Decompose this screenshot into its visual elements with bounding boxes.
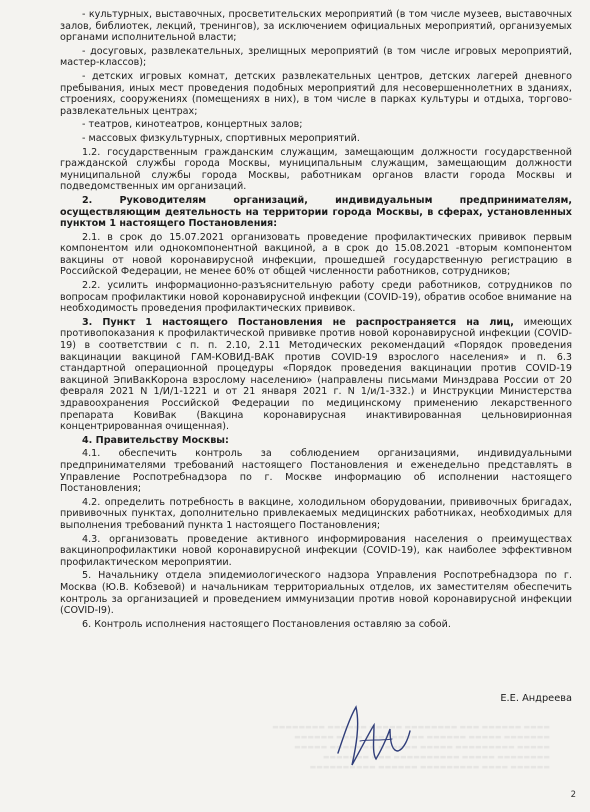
paragraph-s3 — [60, 317, 572, 433]
paragraph-s4: 4. Правительству Москвы: — [82, 434, 229, 446]
paragraph-p21: 2.1. в срок до 15.07.2021 организовать проведение профилактических прививок первым компонентом или однокомпонентной вакциной, а в срок до 15.08.2021 -вторым компонентом вакцины от новой коронавирусной инфекции, прошедшей государственную регистрацию в Российской Федерации, не менее 60% от общей численности работников, сотрудников; — [60, 231, 572, 278]
paragraph-p22: 2.2. усилить информационно-разъяснительную работу среди работников, сотрудников по вопросам профилактики новой коронавирусной инфекции (COVID-19), обратив особое внимание на необходимость проведения профилактических прививок. — [60, 280, 572, 315]
paragraph-b5: - массовых физкультурных, спортивных мероприятий. — [82, 132, 360, 144]
paragraph-p41: 4.1. обеспечить контроль за соблюдением организациями, индивидуальными предпринимателями требований настоящего Постановления и еженедельно представлять в Управление Роспотребнадзора по г. Москве информацию об исполнении настоящего Постановления; — [60, 448, 572, 495]
paragraph-b1: - культурных, выставочных, просветительских мероприятий (в том числе музеев, выставочных залов, библиотек, лекций, тренингов), за исключением официальных мероприятий, организуемых органами исполнительной власти; — [60, 9, 572, 44]
paragraph-p43: 4.3. организовать проведение активного информирования населения о преимуществах вакцинопрофилактики новой коронавирусной инфекции (COVID-19), как наиболее эффективном профилактическом мероприятии. — [60, 533, 572, 568]
paragraph-p42: 4.2. определить потребность в вакцине, холодильном оборудовании, прививочных бригадах, прививочных пунктах, дополнительно привлекаемых медицинских работниках, необходимых для выполнения требований пункта 1 настоящего Постановления; — [60, 496, 572, 531]
paragraph-s6: 6. Контроль исполнения настоящего Постановления оставляю за собой. — [82, 618, 451, 630]
paragraph-lead: 3. Пункт 1 настоящего Постановления не распространяется на лиц, — [82, 316, 514, 328]
paragraph-s2: 2. Руководителям организаций, индивидуальным предпринимателям, осуществляющим деятельность на территории города Москвы, в сферах, установленных пунктом 1 настоящего Постановления: — [60, 194, 572, 230]
paragraph-s5: 5. Начальнику отдела эпидемиологического надзора Управления Роспотребнадзора по г. Москва (Ю.В. Кобзевой) и начальникам территориальных отделов, их заместителям обеспечить контроль за организацией и проведением иммунизации против новой коронавирусной инфекции (COVID-I9). — [60, 570, 572, 617]
signatory-name: Е.Е. Андреева — [500, 693, 572, 704]
paragraph-b3: - детских игровых комнат, детских развлекательных центров, детских лагерей дневного пребывания, иных мест проведения подобных мероприятий для несовершеннолетних в зданиях, строениях, сооружениях (помещениях в них), в том числе в парках культуры и отдыха, торгово-развлекательных центрах; — [60, 70, 572, 117]
show-through-text: ▬▬▬▬ ▬▬▬▬▬▬ ▬▬▬ ▬▬▬▬▬▬▬▬ ▬▬▬▬▬ ▬▬▬▬▬▬ ▬▬▬▬▬▬▬▬ ▬▬▬▬▬▬▬ ▬▬▬▬▬ ▬▬▬▬▬▬ ▬▬▬▬▬▬▬▬▬ ▬▬▬▬ ▬▬▬▬▬▬ ▬▬▬▬▬ ▬▬▬▬▬▬▬▬▬ ▬▬▬▬▬ ▬▬▬▬▬▬ ▬▬▬▬▬▬▬ ▬▬▬▬▬ ▬▬▬▬▬▬▬▬ ▬▬▬▬▬ ▬▬▬▬▬▬▬▬▬▬ ▬▬▬ ▬▬▬▬▬▬▬ ▬▬▬▬▬▬ ▬▬▬▬ ▬▬▬▬▬▬▬▬▬ ▬▬▬▬▬▬ ▬▬▬▬▬▬▬▬▬▬ — [272, 723, 550, 771]
paragraph-text: имеющих противопоказания к профилактической прививке против новой коронавирусной инфекции (COVID-19) в соответствии с п. п. 2.10, 2.11 Методических рекомендаций «Порядок проведения вакцинации вакциной ГАМ-КОВИД-ВАК против COVID-19 взрослого населения» и п. 6.3 стандартной операционной процедуры «Порядок проведения вакцинации против COVID-19 вакциной ЭпиВакКорона взрослому населению» (направлены письмами Минздрава России от 20 февраля 2021 N 1/И/1-1221 и от 21 января 2021 г. N 1/и/1-332.) и Инструкции Министерства здравоохранения Российской Федерации по медицинскому применению лекарственного препарата КовиВак (Вакцина коронавирусная инактивированная цельновирионная концентрированная очищенная). — [60, 316, 572, 433]
page-number: 2 — [570, 790, 576, 800]
paragraph-b2: - досуговых, развлекательных, зрелищных мероприятий (в том числе игровых мероприятий, мастер-классов); — [60, 45, 572, 69]
paragraph-p12: 1.2. государственным гражданским служащим, замещающим должности государственной гражданской службы города Москвы, муниципальным служащим, замещающим должности муниципальной службы города Москвы, работникам органов власти города Москвы и подведомственных им организаций. — [60, 146, 572, 193]
paragraph-b4: - театров, кинотеатров, концертных залов; — [82, 119, 303, 131]
document-body — [60, 9, 572, 630]
